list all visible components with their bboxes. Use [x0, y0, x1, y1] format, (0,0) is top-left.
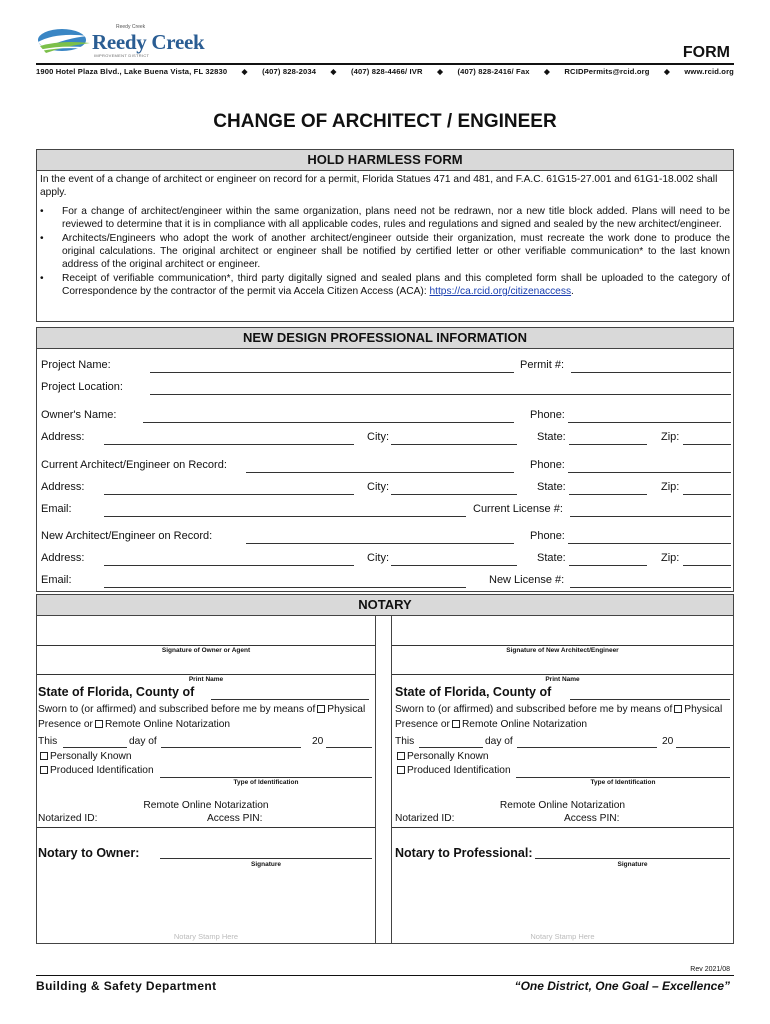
new-ae-zip-field[interactable] [683, 565, 731, 566]
ae-print-name-caption: Print Name [545, 676, 580, 683]
new-ae-phone-label: Phone: [530, 530, 565, 542]
current-ae-zip-label: Zip: [661, 481, 680, 493]
right-remote-label: Remote Online Notarization [461, 718, 588, 730]
right-year-prefix: 20 [662, 736, 674, 747]
owner-state-field[interactable] [569, 444, 647, 445]
right-this-label: This [395, 736, 415, 747]
right-presence-label: Presence or [395, 718, 450, 730]
separator-icon: ◆ [241, 67, 248, 76]
new-ae-label: New Architect/Engineer on Record: [41, 530, 213, 542]
owner-signature-caption: Signature of Owner or Agent [161, 647, 251, 654]
address-text: 1900 Hotel Plaza Blvd., Lake Buena Vista, FL 32830 [36, 67, 228, 76]
new-ae-field[interactable] [246, 543, 514, 544]
current-ae-email-label: Email: [41, 503, 72, 515]
right-produced-id-label: Produced Identification [407, 765, 511, 776]
email-link[interactable]: RCIDPermits@rcid.org [564, 67, 650, 76]
left-remote-label: Remote Online Notarization [104, 718, 231, 730]
left-physical-label: Physical [327, 704, 366, 715]
right-remote-checkbox[interactable] [452, 720, 460, 728]
separator-icon: ◆ [437, 67, 444, 76]
right-day-field[interactable] [419, 747, 483, 748]
current-ae-address-field[interactable] [104, 494, 354, 495]
separator-icon: ◆ [663, 67, 670, 76]
current-ae-state-field[interactable] [569, 494, 647, 495]
new-ae-city-label: City: [367, 552, 389, 564]
notary-prof-signature-field[interactable] [535, 858, 730, 859]
owner-phone-label: Phone: [530, 409, 565, 421]
bullet-list [37, 201, 733, 298]
right-sworn-text [395, 703, 731, 732]
design-info-heading: NEW DESIGN PROFESSIONAL INFORMATION [36, 327, 734, 349]
hold-harmless-heading: HOLD HARMLESS FORM [36, 149, 734, 171]
bullet-upload [40, 272, 730, 298]
left-month-field[interactable] [161, 747, 301, 748]
ae-signature-line[interactable] [392, 645, 733, 646]
left-year-prefix: 20 [312, 736, 324, 747]
owner-state-label: State: [537, 431, 566, 443]
left-personally-known [38, 750, 132, 765]
right-ron-label: Remote Online Notarization [499, 800, 626, 811]
project-location-label: Project Location: [41, 381, 123, 393]
new-license-field[interactable] [570, 587, 731, 588]
owner-phone-field[interactable] [568, 422, 731, 423]
right-county-field[interactable] [570, 699, 730, 700]
current-ae-phone-label: Phone: [530, 459, 565, 471]
header-divider [36, 63, 734, 65]
left-day-field[interactable] [63, 747, 127, 748]
logo-small-text: Reedy Creek [116, 24, 146, 30]
revision-label: Rev 2021/08 [690, 966, 730, 973]
right-physical-label: Physical [684, 704, 723, 715]
owner-zip-label: Zip: [661, 431, 680, 443]
logo-swoosh-icon [36, 26, 94, 58]
right-id-type-field[interactable] [516, 777, 730, 778]
current-ae-state-label: State: [537, 481, 566, 493]
left-state-county: State of Florida, County of [38, 685, 195, 699]
left-produced-id-checkbox[interactable] [40, 766, 48, 774]
current-ae-phone-field[interactable] [568, 472, 731, 473]
new-ae-state-field[interactable] [569, 565, 647, 566]
left-presence-label: Presence or [38, 718, 93, 730]
ae-print-name-line[interactable] [392, 674, 733, 675]
new-ae-city-field[interactable] [391, 565, 517, 566]
department-name: Building & Safety Department [36, 979, 217, 993]
owner-city-label: City: [367, 431, 389, 443]
left-physical-checkbox[interactable] [317, 705, 325, 713]
phone-text: (407) 828-2034 [262, 67, 317, 76]
ivr-text: (407) 828-4466/ IVR [350, 67, 423, 76]
left-personally-known-label: Personally Known [50, 751, 132, 762]
right-physical-checkbox[interactable] [674, 705, 682, 713]
separator-icon: ◆ [544, 67, 550, 76]
current-ae-zip-field[interactable] [683, 494, 731, 495]
owner-signature-line[interactable] [37, 645, 375, 646]
left-stamp-placeholder: Notary Stamp Here [173, 932, 239, 941]
owner-address-label: Address: [41, 431, 85, 443]
left-notarized-id-label: Notarized ID: [38, 813, 98, 824]
footer-divider [36, 975, 734, 976]
right-month-field[interactable] [517, 747, 657, 748]
logo [36, 24, 206, 60]
notary-to-professional-label: Notary to Professional: [395, 846, 533, 860]
right-year-field[interactable] [676, 747, 730, 748]
left-sworn-label: Sworn to (or affirmed) and subscribed before me by means of [38, 704, 316, 715]
notary-divider-right [391, 616, 392, 944]
owner-city-field[interactable] [391, 444, 517, 445]
right-ron-divider [392, 827, 733, 828]
left-county-field[interactable] [211, 699, 369, 700]
new-ae-email-label: Email: [41, 574, 72, 586]
right-notarized-id-label: Notarized ID: [395, 813, 455, 824]
right-state-county: State of Florida, County of [395, 685, 552, 699]
right-stamp-placeholder: Notary Stamp Here [530, 932, 595, 941]
bullet-upload-end: . [571, 286, 574, 297]
bullet-outside-org: • Architects/Engineers who adopt the work of another architect/engineer outside their organization, must recreate the work done to produce the original calculations. The original architect or engineer shall be notified by certified letter or other verifiable communication* to the last known address of the original architect or engineer. [40, 232, 730, 271]
right-day-of-label: day of [485, 736, 513, 747]
form-label: FORM [682, 44, 730, 61]
left-produced-id-label: Produced Identification [50, 765, 154, 776]
owner-zip-field[interactable] [683, 444, 731, 445]
permit-field[interactable] [571, 372, 731, 373]
notary-divider-left [375, 616, 376, 944]
project-location-field[interactable] [150, 394, 731, 395]
aca-link[interactable]: https://ca.rcid.org/citizenaccess [429, 286, 572, 297]
left-personally-known-checkbox[interactable] [40, 752, 48, 760]
ae-signature-caption: Signature of New Architect/Engineer [506, 647, 619, 654]
notary-to-owner-label: Notary to Owner: [38, 846, 140, 860]
current-ae-label: Current Architect/Engineer on Record: [41, 459, 227, 471]
owner-print-name-caption: Print Name [188, 676, 224, 683]
logo-tagline: IMPROVEMENT DISTRICT [94, 53, 150, 58]
bullet-upload-text: Receipt of verifiable communication*, third party digitally signed and sealed plans and this completed form shall be uploaded to the category of Correspondence by the contractor of the permit via Accela Citizen Access (ACA): [62, 273, 730, 297]
left-this-label: This [38, 736, 58, 747]
current-license-label: Current License #: [473, 503, 563, 515]
new-ae-email-field[interactable] [104, 587, 466, 588]
left-produced-id [38, 764, 154, 779]
left-remote-checkbox[interactable] [95, 720, 103, 728]
right-sworn-label: Sworn to (or affirmed) and subscribed before me by means of [395, 704, 673, 715]
right-access-pin-label: Access PIN: [564, 813, 620, 824]
left-sworn-text [38, 703, 374, 732]
intro-text: In the event of a change of architect or engineer on record for a permit, Florida Statues 471 and 481, and F.A.C. 61G15-27.001 and 61G1-18.002 shall apply. [40, 174, 718, 198]
left-access-pin-label: Access PIN: [207, 813, 263, 824]
new-ae-zip-label: Zip: [661, 552, 680, 564]
current-ae-city-label: City: [367, 481, 389, 493]
owners-name-label: Owner's Name: [41, 409, 117, 421]
page-title: CHANGE OF ARCHITECT / ENGINEER [213, 111, 557, 132]
notary-owner-signature-caption: Signature [251, 861, 281, 868]
separator-icon: ◆ [330, 67, 337, 76]
fax-text: (407) 828-2416/ Fax [457, 67, 530, 76]
contact-line [36, 67, 734, 76]
new-license-label: New License #: [489, 574, 565, 586]
notary-heading: NOTARY [36, 594, 734, 616]
new-ae-address-label: Address: [41, 552, 85, 564]
project-name-field[interactable] [150, 372, 514, 373]
notary-prof-signature-caption: Signature [617, 861, 648, 868]
left-year-field[interactable] [326, 747, 372, 748]
motto-text: “One District, One Goal – Excellence” [514, 979, 730, 993]
left-ron-label: Remote Online Notarization [143, 800, 269, 811]
owner-print-name-line[interactable] [37, 674, 375, 675]
right-produced-id [395, 764, 511, 779]
right-id-type-caption: Type of Identification [590, 779, 656, 786]
left-id-type-field[interactable] [160, 777, 372, 778]
hold-harmless-box [36, 171, 734, 322]
right-produced-id-checkbox[interactable] [397, 766, 405, 774]
owner-address-field[interactable] [104, 444, 354, 445]
new-ae-phone-field[interactable] [568, 543, 731, 544]
current-ae-address-label: Address: [41, 481, 85, 493]
current-ae-email-field[interactable] [104, 516, 466, 517]
left-ron-divider [37, 827, 375, 828]
new-ae-state-label: State: [537, 552, 566, 564]
permit-label: Permit #: [520, 359, 565, 371]
left-day-of-label: day of [129, 736, 157, 747]
web-link[interactable]: www.rcid.org [684, 67, 734, 76]
right-personally-known-checkbox[interactable] [397, 752, 405, 760]
notary-owner-signature-field[interactable] [160, 858, 372, 859]
right-personally-known-label: Personally Known [407, 751, 489, 762]
owners-name-field[interactable] [143, 422, 514, 423]
current-license-field[interactable] [570, 516, 731, 517]
bullet-same-org: • For a change of architect/engineer within the same organization, plans need not be redrawn, nor a new title block added. Plans will need to be reviewed to determine that it is in compliance with all applicable codes, rules and regulations and signed and sealed by the new architect/engineer. [40, 205, 730, 231]
new-ae-address-field[interactable] [104, 565, 354, 566]
logo-main-text: Reedy Creek [92, 30, 205, 54]
right-personally-known [395, 750, 489, 765]
current-ae-city-field[interactable] [391, 494, 517, 495]
current-ae-field[interactable] [246, 472, 514, 473]
project-name-label: Project Name: [41, 359, 111, 371]
left-id-type-caption: Type of Identification [233, 779, 299, 786]
